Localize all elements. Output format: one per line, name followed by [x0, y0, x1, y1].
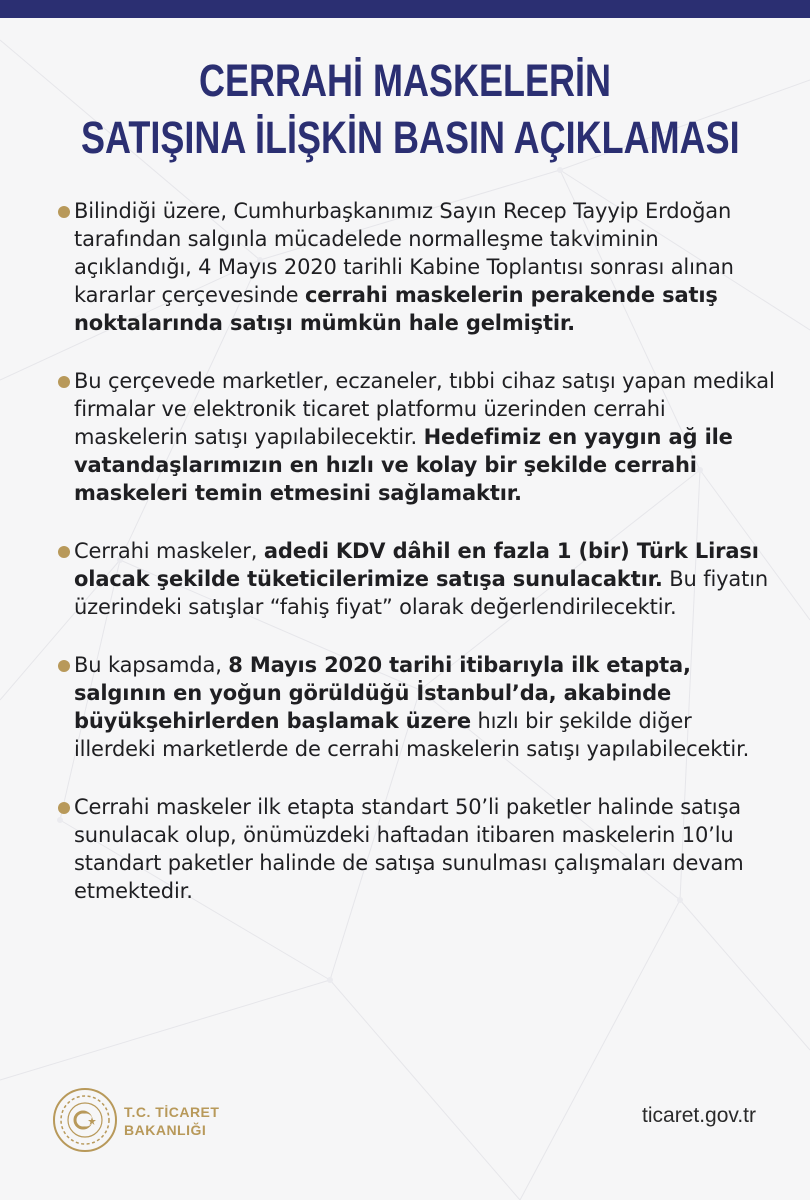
- bullet-icon: [58, 206, 70, 218]
- item-text: Bilindiği üzere, Cumhurbaşkanımız Sayın Recep Tayyip Erdoğan tarafından salgınla mücadelede normalleşme takviminin açıklandığı, 4 Mayıs 2020 tarihli Kabine Toplantısı sonrası alınan kararlar çerçevesinde cerrahi maskelerin perakende satış noktalarında satışı mümkün hale gelmiştir.: [74, 199, 734, 335]
- item-text: Cerrahi maskeler, adedi KDV dâhil en fazla 1 (bir) Türk Lirası olacak şekilde tüketicilerimize satışa sunulacaktır. Bu fiyatın üzerindeki satışlar “fahiş fiyat” olarak değerlendirilecektir.: [74, 539, 769, 619]
- title-line-1: CERRAHİ MASKELERİN: [198, 55, 612, 106]
- list-item: [58, 197, 778, 337]
- ministry-seal-icon: [52, 1087, 118, 1153]
- bullet-icon: [58, 546, 70, 558]
- bullet-icon: [58, 376, 70, 388]
- list-item: [58, 367, 778, 507]
- page-title: [81, 52, 740, 166]
- item-text: Bu çerçevede marketler, eczaneler, tıbbi cihaz satışı yapan medikal firmalar ve elektronik ticaret platformu üzerinden cerrahi maskelerin satışı yapılabilecektir. Hedefimiz en yaygın ağ ile vatandaşlarımızın en hızlı ve kolay bir şekilde cerrahi maskeleri temin etmesini sağlamaktır.: [74, 369, 775, 505]
- list-item: [58, 651, 778, 763]
- bullet-icon: [58, 802, 70, 814]
- bullet-icon: [58, 660, 70, 672]
- list-item: [58, 537, 778, 621]
- statement-list: [58, 197, 778, 935]
- item-text: Cerrahi maskeler ilk etapta standart 50’li paketler halinde satışa sunulacak olup, önümüzdeki haftadan itibaren maskelerin 10’lu standart paketler halinde de satışa sunulması çalışmaları devam etmektedir.: [74, 795, 744, 903]
- website-link[interactable]: ticaret.gov.tr: [642, 1104, 756, 1127]
- item-text: Bu kapsamda, 8 Mayıs 2020 tarihi itibarıyla ilk etapta, salgının en yoğun görüldüğü İstanbul’da, akabinde büyükşehirlerden başlamak üzere hızlı bir şekilde diğer illerdeki marketlerde de cerrahi maskelerin satışı yapılabilecektir.: [74, 653, 750, 761]
- title-line-2: SATIŞINA İLİŞKİN BASIN AÇIKLAMASI: [81, 112, 740, 163]
- ministry-name: T.C. TİCARET BAKANLIĞI: [124, 1104, 220, 1138]
- list-item: [58, 793, 778, 905]
